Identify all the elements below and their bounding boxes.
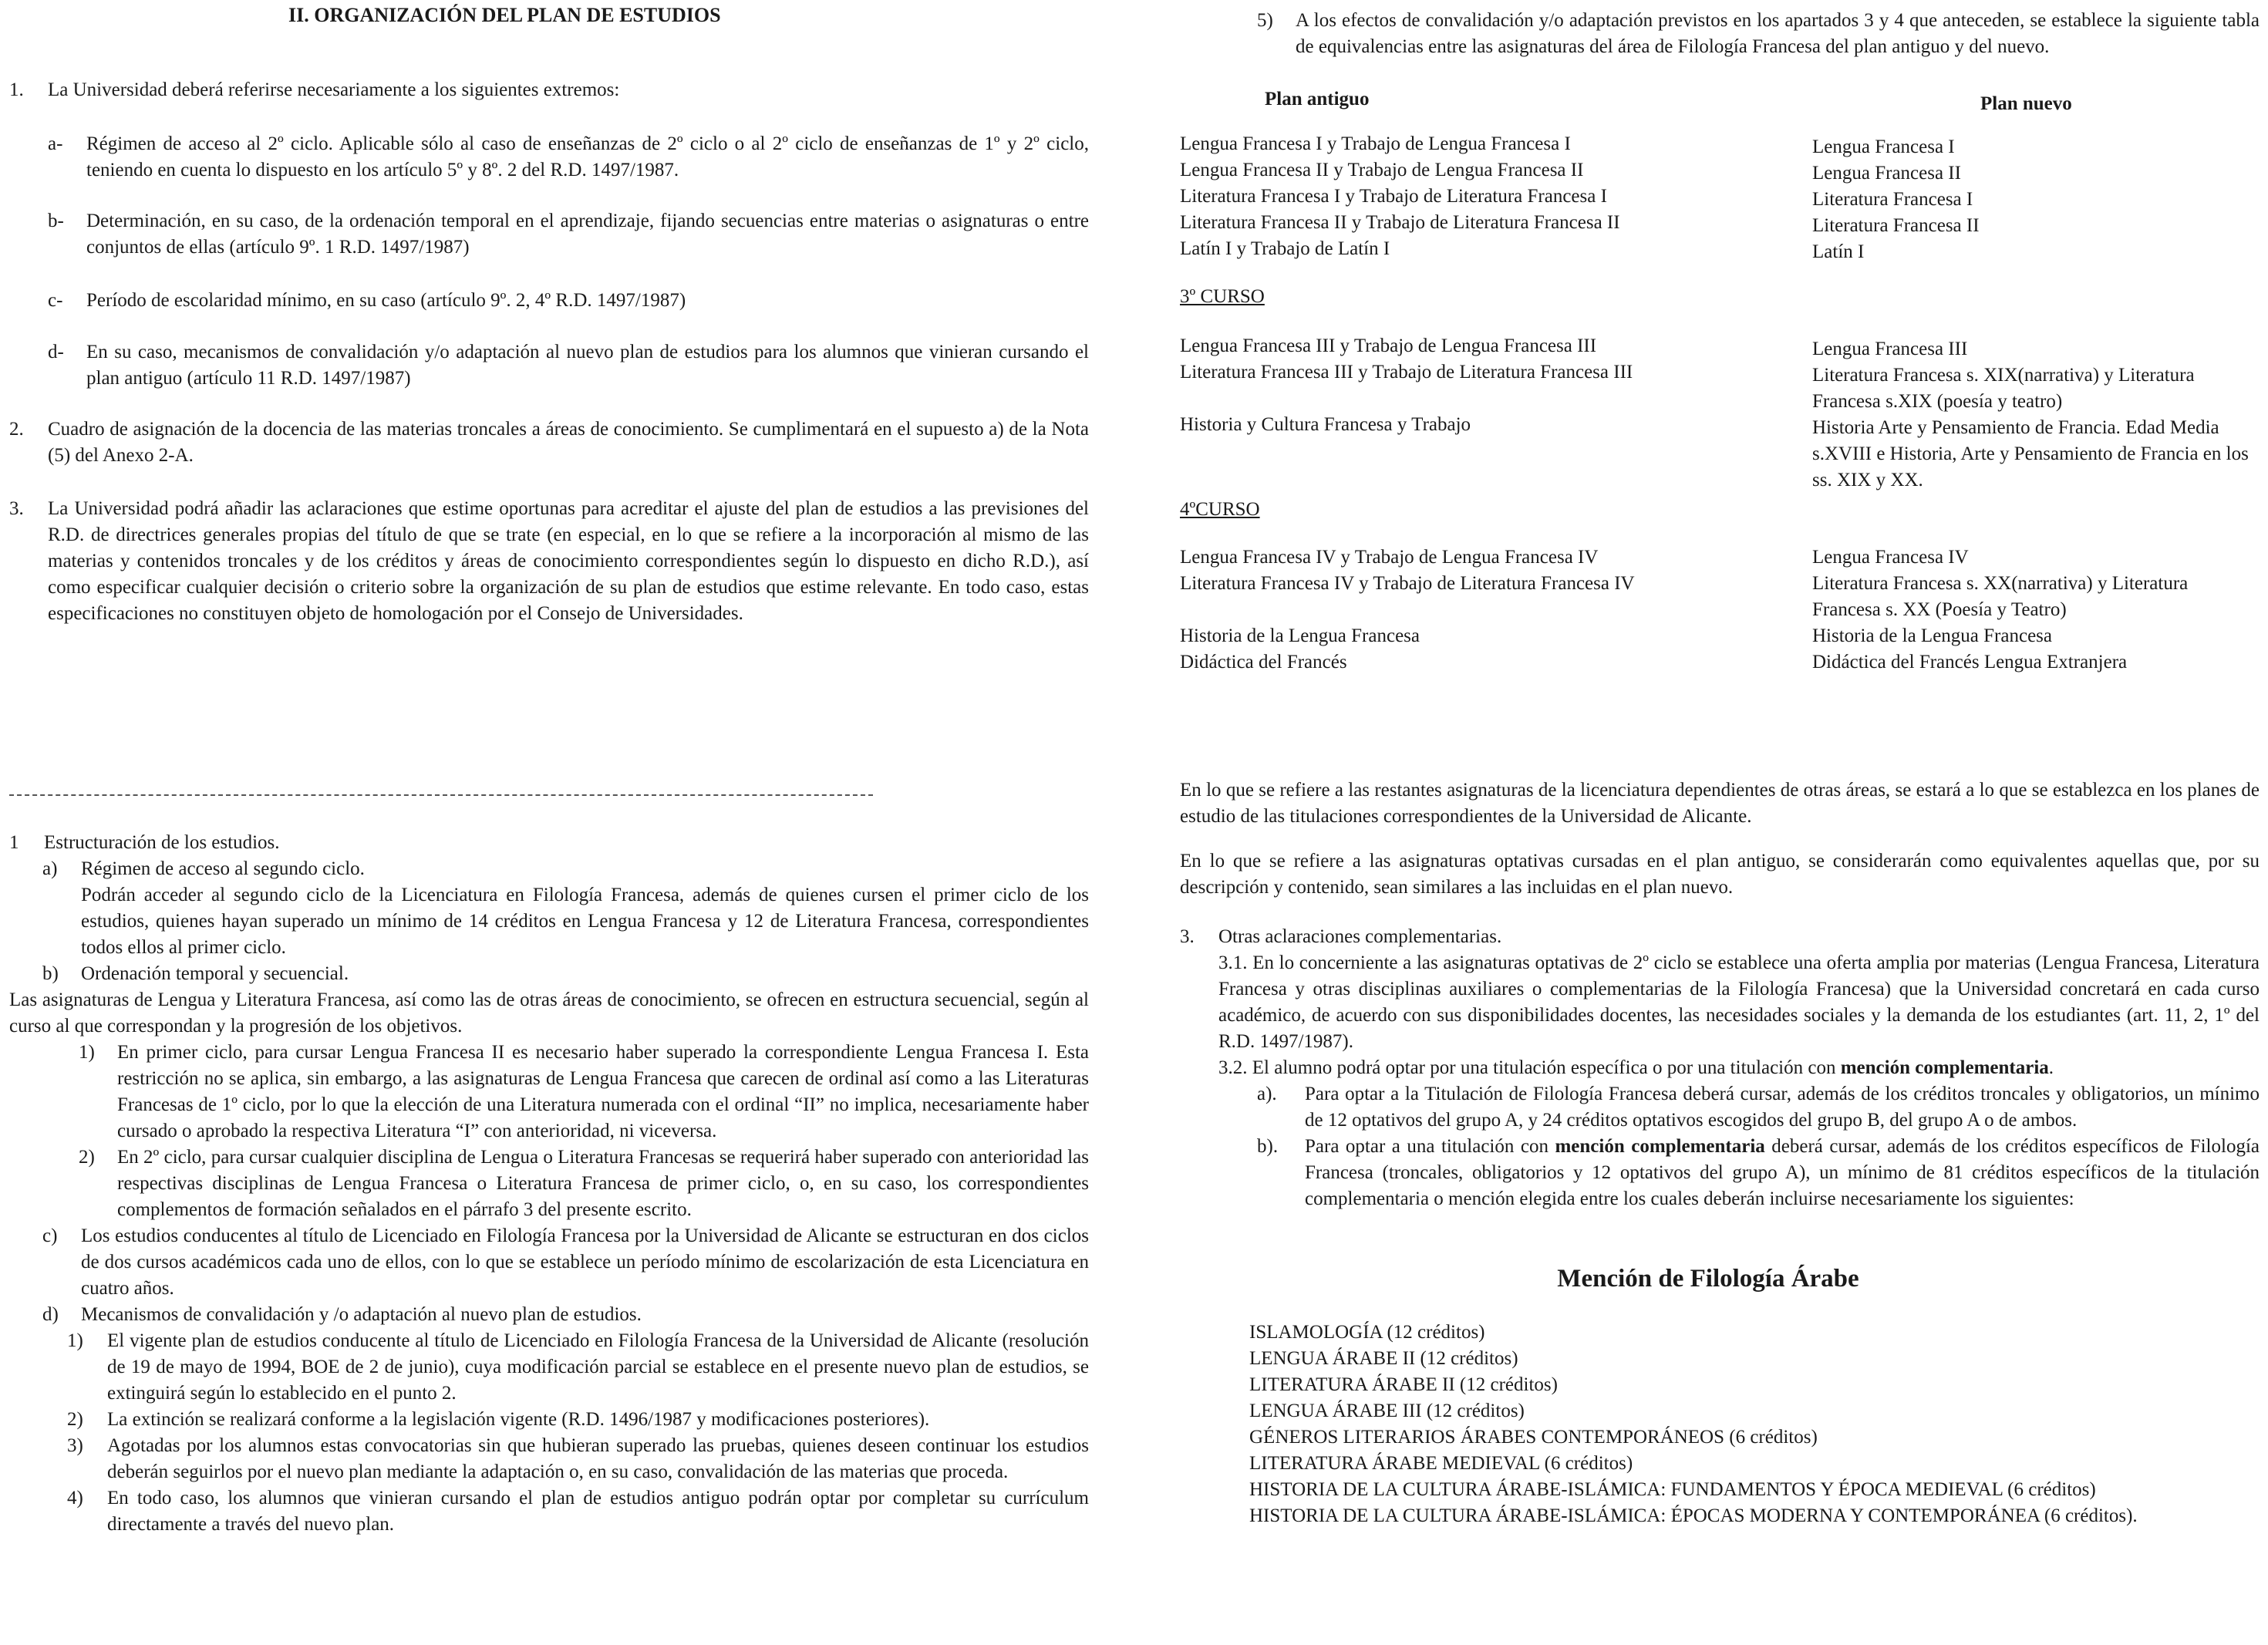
old-plan-list xyxy=(1180,333,1812,494)
list-text xyxy=(1305,1134,2260,1212)
new-subject: Literatura Francesa s. XIX(narrativa) y Literatura Francesa s.XIX (poesía y teatro) xyxy=(1812,365,2195,412)
new-subject: Latín I xyxy=(1812,241,1865,262)
subheading-b xyxy=(42,961,1089,987)
subheading-text: Mecanismos de convalidación y /o adaptación al nuevo plan de estudios. xyxy=(81,1304,642,1325)
heading-1 xyxy=(9,830,1089,856)
subheading-d xyxy=(42,1302,1089,1328)
heading-text: Otras aclaraciones complementarias. xyxy=(1218,926,1502,947)
heading-text: Estructuración de los estudios. xyxy=(44,832,280,853)
table-group-2 xyxy=(1180,333,2260,494)
heading-3 xyxy=(1180,924,2260,950)
course-heading-4: 4ºCURSO xyxy=(1180,499,1260,520)
new-subject: Historia Arte y Pensamiento de Francia. Edad Media s.XVIII e Historia, Arte y Pensamiento de Francia en los ss. XIX y XX. xyxy=(1812,417,2249,490)
paragraph-2 xyxy=(9,416,1089,469)
list-marker: c) xyxy=(42,1225,58,1246)
paragraph-text: La Universidad deberá referirse necesariamente a los siguientes extremos: xyxy=(48,79,620,100)
paragraph-text: Cuadro de asignación de la docencia de las materias troncales a áreas de conocimiento. Se cumplimentará en el supuesto a) de la Nota (5) del Anexo 2-A. xyxy=(48,419,1089,466)
list-text: Régimen de acceso al 2º ciclo. Aplicable sólo al caso de enseñanzas de 2º ciclo o al 2º ciclo de enseñanzas de 1º y 2º ciclo, teniendo en cuenta lo dispuesto en los artículo 5º y 8º. 2 del R.D. 1497/1987. xyxy=(86,133,1089,180)
column-header-new: Plan nuevo xyxy=(1980,93,2072,114)
list-item-d1 xyxy=(67,1328,1089,1407)
list-text: Agotadas por los alumnos estas convocatorias sin que hubieran superado las pruebas, quienes deseen continuar los estudios deberán seguirlos por el nuevo plan mediante la adaptación o, en su caso, convalidación de las materias que proceda. xyxy=(107,1435,1089,1482)
new-subject: Historia de la Lengua Francesa xyxy=(1812,625,2052,646)
new-subject: Didáctica del Francés Lengua Extranjera xyxy=(1812,652,2128,672)
old-subject: Lengua Francesa III y Trabajo de Lengua Francesa III xyxy=(1180,335,1597,356)
table-group-3 xyxy=(1180,544,2260,676)
text-run: . xyxy=(2048,1057,2054,1078)
list-item-c xyxy=(48,288,1089,314)
right-top-section xyxy=(1180,8,2260,676)
section-title: II. ORGANIZACIÓN DEL PLAN DE ESTUDIOS xyxy=(288,4,721,26)
list-item-d xyxy=(48,339,1089,392)
list-marker: b- xyxy=(48,211,64,231)
old-subject: Literatura Francesa III y Trabajo de Literatura Francesa III xyxy=(1180,362,1633,383)
list-text: Para optar a la Titulación de Filología Francesa deberá cursar, además de los créditos troncales y obligatorios, un mínimo de 12 optativos del grupo A, y 24 créditos optativos escogidos del grupo B, del grupo A o de ambos. xyxy=(1305,1084,2260,1131)
old-subject: Lengua Francesa I y Trabajo de Lengua Francesa I xyxy=(1180,133,1571,154)
paragraph-b-body: Las asignaturas de Lengua y Literatura Francesa, así como las de otras áreas de conocimiento, se ofrecen en estructura secuencial, según al curso al que correspondan y la progresión de los objetivos. xyxy=(9,989,1089,1037)
paragraph-1 xyxy=(9,77,1089,103)
list-item-d4 xyxy=(67,1485,1089,1538)
list-text: La extinción se realizará conforme a la legislación vigente (R.D. 1496/1987 y modificaciones posteriores). xyxy=(107,1409,930,1430)
list-marker: 2) xyxy=(79,1147,95,1168)
list-item: LENGUA ÁRABE III (12 créditos) xyxy=(1249,1400,1525,1421)
left-bottom-section xyxy=(9,830,1089,1538)
list-marker: a). xyxy=(1257,1084,1277,1104)
list-text: En todo caso, los alumnos que vinieran cursando el plan de estudios antiguo podrán optar por completar su currículum directamente a través del nuevo plan. xyxy=(107,1488,1089,1535)
old-subject: Literatura Francesa II y Trabajo de Literatura Francesa II xyxy=(1180,212,1620,233)
table-header xyxy=(1180,86,2260,117)
list-marker: 1) xyxy=(67,1330,83,1351)
paragraph-3-1: 3.1. En lo concerniente a las asignaturas optativas de 2º ciclo se establece una oferta amplia por materias (Lengua Francesa, Literatura Francesa y otras disciplinas auxiliares o complementarias de la Filología Francesa) que la Universidad concretará en cada curso académico, de acuerdo con sus disponibilidades docentes, las necesidades sociales y la demanda de los estudiantes (art. 11, 2, 1º del R.D. 1497/1987). xyxy=(1218,952,2260,1052)
subheading-a xyxy=(42,856,1089,882)
subheading-marker: a) xyxy=(42,858,58,879)
old-subject: Lengua Francesa II y Trabajo de Lengua Francesa II xyxy=(1180,160,1584,180)
paragraph-number: 1. xyxy=(9,79,24,100)
heading-number: 1 xyxy=(9,832,19,853)
list-marker: b). xyxy=(1257,1136,1279,1157)
old-subject: Didáctica del Francés xyxy=(1180,652,1347,672)
paragraph-number: 2. xyxy=(9,419,24,440)
new-plan-list xyxy=(1812,131,2260,265)
list-marker: d- xyxy=(48,342,64,362)
old-plan-list xyxy=(1180,544,1812,676)
paragraph-optativas: En lo que se refiere a las asignaturas optativas cursadas en el plan antiguo, se considerarán como equivalentes aquellas que, por su descripción y contenido, sean similares a las incluidas en el plan nuevo. xyxy=(1180,851,2260,898)
list-item-3-2-a xyxy=(1257,1081,2260,1134)
old-subject: Latín I y Trabajo de Latín I xyxy=(1180,238,1390,259)
mencion-title: Mención de Filología Árabe xyxy=(1557,1265,1859,1293)
list-text: Período de escolaridad mínimo, en su caso (artículo 9º. 2, 4º R.D. 1497/1987) xyxy=(86,290,686,311)
old-plan-list xyxy=(1180,131,1812,265)
list-item: HISTORIA DE LA CULTURA ÁRABE-ISLÁMICA: FUNDAMENTOS Y ÉPOCA MEDIEVAL (6 créditos) xyxy=(1249,1478,2096,1500)
paragraph-3 xyxy=(9,496,1089,627)
list-item-d3 xyxy=(67,1433,1089,1485)
subheading-text: Ordenación temporal y secuencial. xyxy=(81,963,349,984)
old-subject: Historia y Cultura Francesa y Trabajo xyxy=(1180,414,1471,435)
list-item-3-2-b xyxy=(1257,1134,2260,1212)
list-text: En su caso, mecanismos de convalidación y/o adaptación al nuevo plan de estudios para los alumnos que vinieran cursando el plan antiguo (artículo 11 R.D. 1497/1987) xyxy=(86,342,1089,389)
old-subject: Historia de la Lengua Francesa xyxy=(1180,625,1420,646)
new-subject: Lengua Francesa II xyxy=(1812,163,1961,184)
list-marker: 4) xyxy=(67,1488,83,1508)
old-subject: Literatura Francesa I y Trabajo de Literatura Francesa I xyxy=(1180,186,1607,207)
list-item-a xyxy=(48,131,1089,184)
list-item: LITERATURA ÁRABE II (12 créditos) xyxy=(1249,1374,1558,1395)
text-emphasis: mención complementaria xyxy=(1555,1136,1765,1157)
list-item-d2 xyxy=(67,1407,1089,1433)
old-subject: Literatura Francesa IV y Trabajo de Literatura Francesa IV xyxy=(1180,573,1635,594)
text-run: deberá cursar, además de los créditos específicos de Filología Francesa (troncales, obligatorios y 12 optativos del grupo A), un mínimo de 81 créditos específicos de la titulación complementaria o mención elegida entre los cuales deberán incluirse necesariamente los siguientes: xyxy=(1305,1136,2260,1209)
right-bottom-section xyxy=(1180,777,2260,1529)
text-run: Para optar a una titulación con xyxy=(1305,1136,1555,1157)
paragraph-text: La Universidad podrá añadir las aclaraciones que estime oportunas para acreditar el ajuste del plan de estudios a las previsiones del R.D. de directrices generales propias del título de que se trate (en especial, en lo que se refiere a la incorporación al mismo de las materias y contenidos troncales y de los créditos y áreas de conocimiento correspondientes según lo dispuesto en dicho R.D.), así como especificar cualquier decisión o criterio sobre la organización de su plan de estudios que estime relevante. En todo caso, estas especificaciones no constituyen objeto de homologación por el Consejo de Universidades. xyxy=(48,498,1089,624)
list-text: Determinación, en su caso, de la ordenación temporal en el aprendizaje, fijando secuencias entre materias o asignaturas o entre conjuntos de ellas (artículo 9º. 1 R.D. 1497/1987) xyxy=(86,211,1089,258)
heading-number: 3. xyxy=(1180,926,1195,947)
subheading-marker: d) xyxy=(42,1304,59,1325)
course-heading-3: 3º CURSO xyxy=(1180,286,1265,307)
section-divider xyxy=(9,794,873,796)
new-subject: Literatura Francesa s. XX(narrativa) y Literatura Francesa s. XX (Poesía y Teatro) xyxy=(1812,573,2189,620)
list-item-b2 xyxy=(79,1144,1089,1223)
paragraph-text: A los efectos de convalidación y/o adaptación previstos en los apartados 3 y 4 que anteceden, se establece la siguiente tabla de equivalencias entre las asignaturas del área de Filología Francesa del plan antiguo y del nuevo. xyxy=(1296,10,2260,57)
new-plan-list xyxy=(1812,333,2260,494)
table-group-1 xyxy=(1180,131,2260,265)
paragraph-number: 3. xyxy=(9,498,24,519)
new-subject: Lengua Francesa I xyxy=(1812,137,1955,157)
new-subject: Lengua Francesa III xyxy=(1812,339,1968,359)
mencion-list xyxy=(1249,1320,2260,1529)
list-text: Los estudios conducentes al título de Licenciado en Filología Francesa por la Universidad de Alicante se estructuran en dos ciclos de dos cursos académicos cada uno de ellos, con lo que se establece un período mínimo de escolarización de esta Licenciatura en cuatro años. xyxy=(81,1225,1089,1299)
list-text: En primer ciclo, para cursar Lengua Francesa II es necesario haber superado la correspondiente Lengua Francesa I. Esta restricción no se aplica, sin embargo, a las asignaturas de Lengua Francesa que carecen de ordinal así como a las Literaturas Francesas de 1º ciclo, por lo que la elección de una Literatura numerada con el ordinal “II” no implica, necesariamente haber cursado o aprobado la respectiva Literatura “I” con anterioridad, ni viceversa. xyxy=(117,1042,1089,1141)
list-item: ISLAMOLOGÍA (12 créditos) xyxy=(1249,1321,1485,1343)
paragraph-other-areas: En lo que se refiere a las restantes asignaturas de la licenciatura dependientes de otras áreas, se estará a lo que se establezca en los planes de estudio de las titulaciones correspondientes de la Universidad de Alicante. xyxy=(1180,780,2260,827)
column-header-old: Plan antiguo xyxy=(1265,89,1370,110)
paragraph-number: 5) xyxy=(1257,10,1273,31)
list-text: El vigente plan de estudios conducente al título de Licenciado en Filología Francesa de la Universidad de Alicante (resolución de 19 de mayo de 1994, BOE de 2 de junio), cuya modificación parcial se establece en el presente nuevo plan de estudios, se extinguirá según lo establecido en el punto 2. xyxy=(107,1330,1089,1404)
list-item: LITERATURA ÁRABE MEDIEVAL (6 créditos) xyxy=(1249,1452,1633,1474)
list-marker: a- xyxy=(48,133,63,154)
paragraph-5 xyxy=(1257,8,2260,60)
paragraph-c xyxy=(42,1223,1089,1302)
new-plan-list xyxy=(1812,544,2260,676)
list-marker: c- xyxy=(48,290,63,311)
new-subject: Literatura Francesa I xyxy=(1812,189,1973,210)
list-marker: 2) xyxy=(67,1409,83,1430)
paragraph-3-2 xyxy=(1218,1055,2260,1081)
list-item-b1 xyxy=(79,1040,1089,1144)
list-item: HISTORIA DE LA CULTURA ÁRABE-ISLÁMICA: ÉPOCAS MODERNA Y CONTEMPORÁNEA (6 créditos). xyxy=(1249,1505,2138,1526)
subheading-text: Régimen de acceso al segundo ciclo. xyxy=(81,858,365,879)
list-marker: 1) xyxy=(79,1042,95,1063)
text-run: 3.2. El alumno podrá optar por una titulación específica o por una titulación con xyxy=(1218,1057,1841,1078)
new-subject: Literatura Francesa II xyxy=(1812,215,1980,236)
old-subject: Lengua Francesa IV y Trabajo de Lengua Francesa IV xyxy=(1180,547,1599,568)
list-marker: 3) xyxy=(67,1435,83,1456)
list-text: En 2º ciclo, para cursar cualquier disciplina de Lengua o Literatura Francesas se requerirá haber superado con anterioridad las respectivas disciplinas de Lengua Francesa o Literatura Francesa de primer ciclo, o, en su caso, los correspondientes complementos de formación señalados en el párrafo 3 del presente escrito. xyxy=(117,1147,1089,1220)
new-subject: Lengua Francesa IV xyxy=(1812,547,1969,568)
subheading-marker: b) xyxy=(42,963,59,984)
text-emphasis: mención complementaria xyxy=(1840,1057,2049,1078)
paragraph-a-body: Podrán acceder al segundo ciclo de la Licenciatura en Filología Francesa, además de quienes cursen el primer ciclo de los estudios, quienes hayan superado un mínimo de 14 créditos en Lengua Francesa y 12 de Literatura Francesa, correspondientes todos ellos al primer ciclo. xyxy=(81,885,1089,958)
list-item-b xyxy=(48,208,1089,261)
list-item: GÉNEROS LITERARIOS ÁRABES CONTEMPORÁNEOS (6 créditos) xyxy=(1249,1426,1818,1448)
list-item: LENGUA ÁRABE II (12 créditos) xyxy=(1249,1347,1518,1369)
